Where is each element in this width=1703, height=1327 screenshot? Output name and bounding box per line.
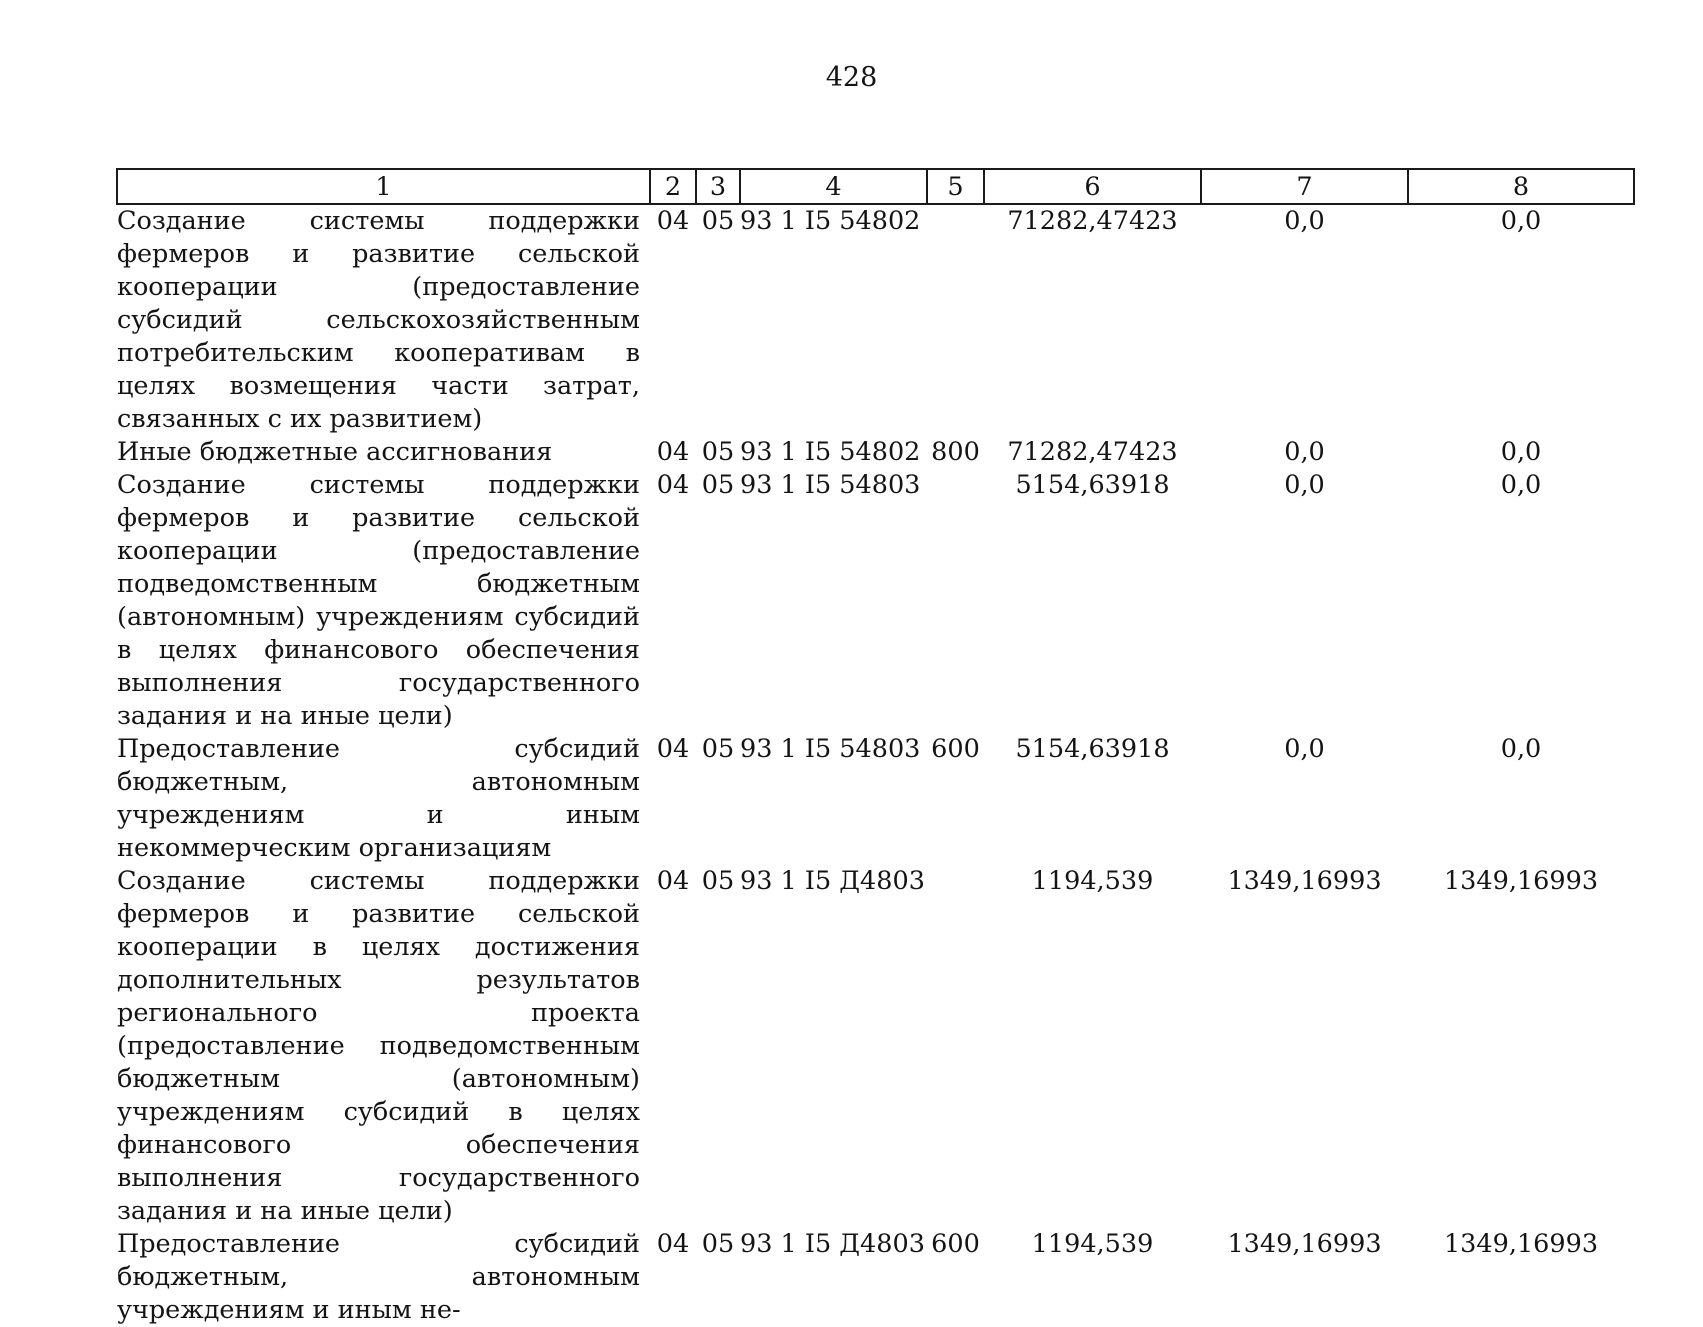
row-section: 04	[656, 734, 690, 764]
row-expense-type	[927, 204, 984, 436]
row-target-code: 93 1 I5 Д4803	[740, 866, 925, 896]
row-amount-year-3: 0,0	[1500, 206, 1542, 236]
row-name: Создание системы поддержки фермеров и развитие сельской кооперации в целях достижения дополнительных результатов регионального проекта (предоставление подведомственным бюджетным (автономным) учреждениям субсидий в целях финансового обеспечения выполнения государственного задания и на иные цели)	[117, 866, 640, 1226]
row-section: 04	[656, 1229, 690, 1259]
row-amount-year-2: 0,0	[1284, 206, 1325, 236]
row-section: 04	[656, 206, 690, 236]
row-amount-year-1: 71282,47423	[1007, 437, 1178, 467]
row-amount-year-3: 0,0	[1500, 734, 1542, 764]
row-subsection: 05	[701, 206, 735, 236]
row-amount-year-1: 1194,539	[1031, 866, 1154, 896]
row-target-code: 93 1 I5 54802	[740, 206, 921, 236]
table-row	[117, 469, 1634, 733]
header-col-8: 8	[1408, 169, 1634, 204]
row-section: 04	[656, 437, 690, 467]
row-subsection: 05	[701, 437, 735, 467]
row-name: Создание системы поддержки фермеров и развитие сельской кооперации (предоставление подведомственным бюджетным (автономным) учреждениям субсидий в целях финансового обеспечения выполнения государственного задания и на иные цели)	[117, 470, 640, 731]
row-amount-year-2: 0,0	[1284, 734, 1325, 764]
row-amount-year-2: 1349,16993	[1227, 1229, 1382, 1259]
table-row	[117, 204, 1634, 436]
row-amount-year-2: 1349,16993	[1227, 866, 1382, 896]
header-col-5: 5	[927, 169, 984, 204]
header-col-4: 4	[740, 169, 927, 204]
row-name: Создание системы поддержки фермеров и развитие сельской кооперации (предоставление субсидий сельскохозяйственным потребительским кооперативам в целях возмещения части затрат, связанных с их развитием)	[117, 206, 640, 434]
row-section: 04	[656, 866, 690, 896]
row-expense-type: 800	[931, 437, 980, 467]
row-target-code: 93 1 I5 54803	[740, 734, 921, 764]
row-amount-year-1: 71282,47423	[1007, 206, 1178, 236]
row-amount-year-2: 0,0	[1284, 437, 1325, 467]
table-row	[117, 733, 1634, 865]
row-expense-type: 600	[931, 1229, 980, 1259]
row-amount-year-1: 5154,63918	[1015, 734, 1170, 764]
row-name: Иные бюджетные ассигнования	[117, 437, 553, 467]
row-section: 04	[656, 470, 690, 500]
table-row	[117, 1228, 1634, 1327]
header-col-2: 2	[650, 169, 696, 204]
row-target-code: 93 1 I5 Д4803	[740, 1229, 925, 1259]
row-amount-year-1: 5154,63918	[1015, 470, 1170, 500]
header-col-7: 7	[1201, 169, 1408, 204]
row-amount-year-3: 0,0	[1500, 437, 1542, 467]
row-amount-year-3: 1349,16993	[1443, 866, 1599, 896]
row-amount-year-3: 1349,16993	[1443, 1229, 1599, 1259]
header-col-3: 3	[696, 169, 740, 204]
row-expense-type	[927, 865, 984, 1228]
row-name: Предоставление субсидий бюджетным, автономным учреждениям и иным некоммерческим организациям	[117, 734, 640, 863]
row-amount-year-1: 1194,539	[1031, 1229, 1154, 1259]
page-number: 428	[825, 62, 878, 93]
header-row	[117, 169, 1634, 204]
header-col-1: 1	[117, 169, 650, 204]
table-row	[117, 436, 1634, 469]
row-subsection: 05	[701, 1229, 735, 1259]
row-subsection: 05	[701, 866, 735, 896]
row-expense-type: 600	[931, 734, 980, 764]
row-target-code: 93 1 I5 54803	[740, 470, 921, 500]
row-expense-type	[927, 469, 984, 733]
row-name: Предоставление субсидий бюджетным, автономным учреждениям и иным не-	[117, 1229, 640, 1325]
budget-table	[116, 168, 1635, 1327]
row-subsection: 05	[701, 470, 735, 500]
row-target-code: 93 1 I5 54802	[740, 437, 921, 467]
row-amount-year-3: 0,0	[1500, 470, 1542, 500]
row-subsection: 05	[701, 734, 735, 764]
table-row	[117, 865, 1634, 1228]
header-col-6: 6	[984, 169, 1201, 204]
row-amount-year-2: 0,0	[1284, 470, 1325, 500]
